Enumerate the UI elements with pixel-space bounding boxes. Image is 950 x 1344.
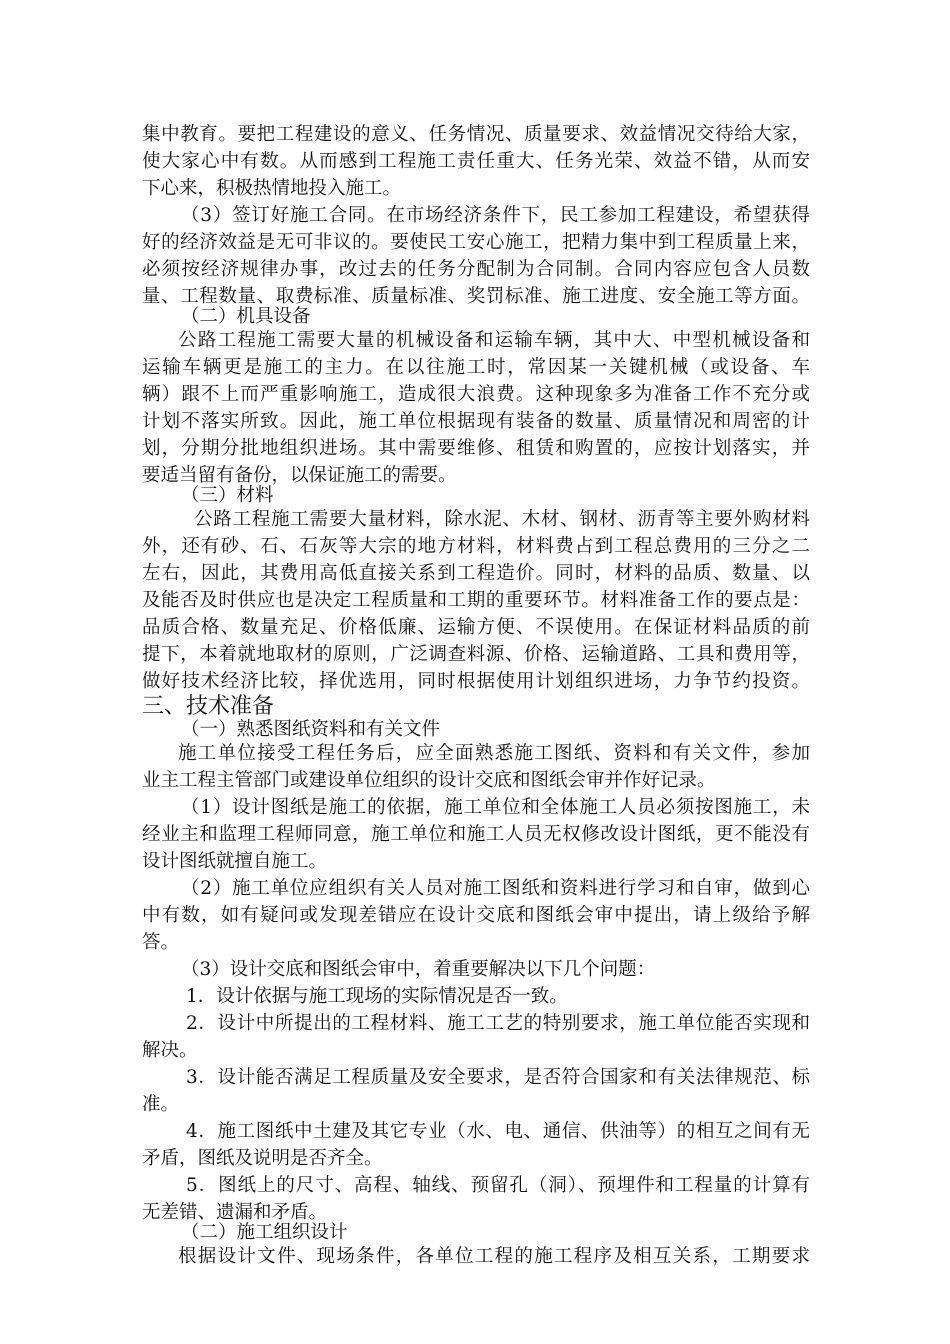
paragraph-line: 设计图纸就擅自施工。 xyxy=(142,851,328,872)
subsection-heading: （二）机具设备 xyxy=(181,306,311,327)
paragraph-line: 施工单位接受工程任务后，应全面熟悉施工图纸、资料和有关文件，参加 xyxy=(178,743,810,764)
paragraph-line: 要适当留有备份，以保证施工的需要。 xyxy=(142,465,457,486)
paragraph-line: 划，分期分批地组织进场。其中需要维修、租赁和购置的，应按计划落实，并 xyxy=(142,438,810,459)
paragraph-line: （2）施工单位应组织有关人员对施工图纸和资料进行学习和自审，做到心 xyxy=(181,878,810,899)
paragraph-line: 公路工程施工需要大量的机械设备和运输车辆，其中大、中型机械设备和 xyxy=(178,330,810,351)
list-item: 5．图纸上的尺寸、高程、轴线、预留孔（洞）、预埋件和工程量的计算有 xyxy=(186,1175,810,1196)
paragraph-line: 品质合格、数量充足、价格低廉、运输方便、不误使用。在保证材料品质的前 xyxy=(142,617,810,638)
list-item: 1．设计依据与施工现场的实际情况是否一致。 xyxy=(186,986,568,1007)
paragraph-line: 量、工程数量、取费标准、质量标准、奖罚标准、施工进度、安全施工等方面。 xyxy=(142,286,810,307)
paragraph-line: 业主工程主管部门或建设单位组织的设计交底和图纸会审并作好记录。 xyxy=(142,770,716,791)
list-item-continuation: 准。 xyxy=(142,1094,180,1115)
paragraph-line: 公路工程施工需要大量材料，除水泥、木材、钢材、沥青等主要外购材料 xyxy=(194,509,810,530)
section-heading: 三、技术准备 xyxy=(142,694,275,719)
paragraph-line: 提下，本着就地取材的原则，广泛调查料源、价格、运输道路、工具和费用等， xyxy=(142,644,810,665)
paragraph-line: 运输车辆更是施工的主力。在以往施工时，常因某一关键机械（或设备、车 xyxy=(142,357,810,378)
paragraph-line: （3）设计交底和图纸会审中，着重要解决以下几个问题： xyxy=(181,959,656,980)
list-item: 2．设计中所提出的工程材料、施工工艺的特别要求，施工单位能否实现和 xyxy=(186,1013,810,1034)
list-item-continuation: 矛盾，图纸及说明是否齐全。 xyxy=(142,1148,383,1169)
paragraph-line: 根据设计文件、现场条件，各单位工程的施工程序及相互关系，工期要求 xyxy=(178,1246,810,1267)
paragraph-line: 及能否及时供应也是决定工程质量和工期的重要环节。材料准备工作的要点是： xyxy=(142,590,810,611)
paragraph-line: 辆）跟不上而严重影响施工，造成很大浪费。这种现象多为准备工作不充分或 xyxy=(142,384,810,405)
paragraph-line: 做好技术经济比较，择优选用，同时根据使用计划组织进场，力争节约投资。 xyxy=(142,671,810,692)
paragraph-line: 下心来，积极热情地投入施工。 xyxy=(142,178,402,199)
paragraph-line: 计划不落实所致。因此，施工单位根据现有装备的数量、质量情况和周密的计 xyxy=(142,411,810,432)
paragraph-line: 好的经济效益是无可非议的。要使民工安心施工，把精力集中到工程质量上来， xyxy=(142,232,810,253)
subsection-heading: （三）材料 xyxy=(181,485,274,506)
paragraph-line: 左右，因此，其费用高低直接关系到工程造价。同时，材料的品质、数量、以 xyxy=(142,563,810,584)
paragraph-line: 必须按经济规律办事，改过去的任务分配制为合同制。合同内容应包含人员数 xyxy=(142,259,810,280)
paragraph-line: 集中教育。要把工程建设的意义、任务情况、质量要求、效益情况交待给大家， xyxy=(142,124,810,145)
subsection-heading: （一）熟悉图纸资料和有关文件 xyxy=(181,719,441,740)
paragraph-line: 外，还有砂、石、石灰等大宗的地方材料，材料费占到工程总费用的三分之二 xyxy=(142,536,810,557)
list-item: 3．设计能否满足工程质量及安全要求，是否符合国家和有关法律规范、标 xyxy=(186,1067,810,1088)
paragraph-line: 经业主和监理工程师同意，施工单位和施工人员无权修改设计图纸，更不能没有 xyxy=(142,824,810,845)
paragraph-line: 使大家心中有数。从而感到工程施工责任重大、任务光荣、效益不错，从而安 xyxy=(142,151,810,172)
list-item: 4．施工图纸中土建及其它专业（水、电、通信、供油等）的相互之间有无 xyxy=(186,1121,810,1142)
paragraph-line: （3）签订好施工合同。在市场经济条件下，民工参加工程建设，希望获得 xyxy=(181,205,810,226)
paragraph-line: （1）设计图纸是施工的依据，施工单位和全体施工人员必须按图施工，未 xyxy=(181,797,810,818)
paragraph-line: 中有数，如有疑问或发现差错应在设计交底和图纸会审中提出，请上级给予解 xyxy=(142,905,810,926)
subsection-heading: （二）施工组织设计 xyxy=(181,1222,348,1243)
paragraph-line: 答。 xyxy=(142,932,180,953)
list-item-continuation: 无差错、遗漏和矛盾。 xyxy=(142,1202,328,1223)
list-item-continuation: 解决。 xyxy=(142,1040,198,1061)
